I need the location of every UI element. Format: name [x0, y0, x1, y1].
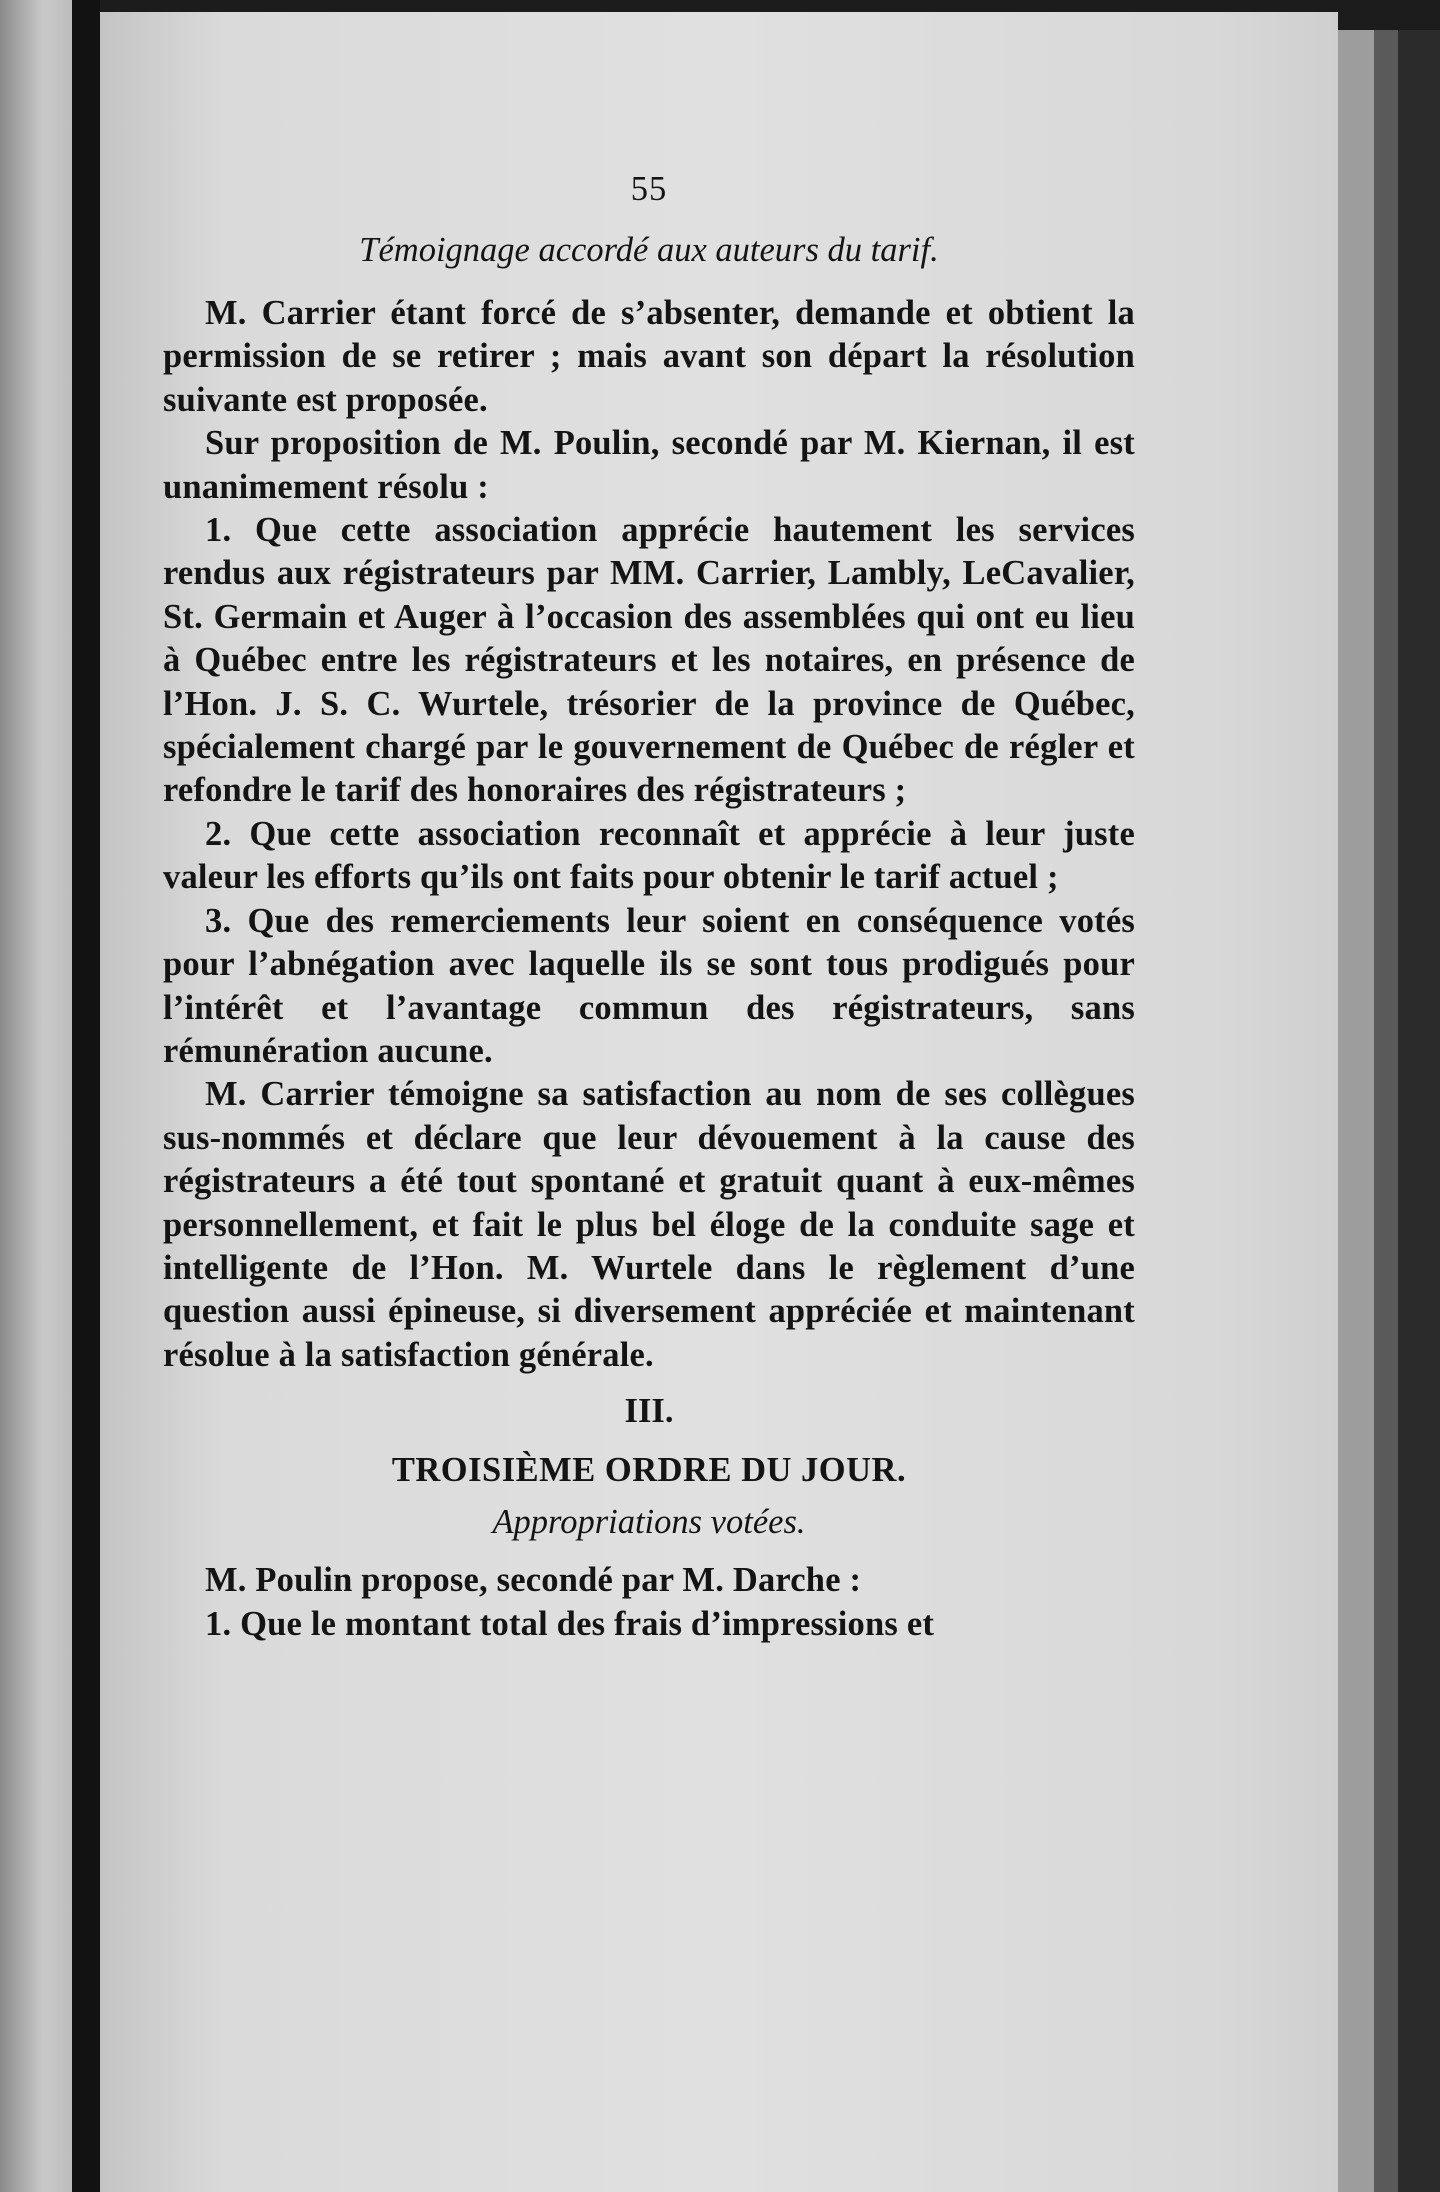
book-gutter	[72, 0, 100, 2192]
previous-page-edge	[0, 0, 72, 2192]
page-stack-edge	[1338, 30, 1374, 2192]
section-subheading: Appropriations votées.	[492, 1503, 806, 1542]
page-number: 55	[630, 170, 668, 208]
section-number: III.	[624, 1392, 674, 1431]
page-stack-shadow	[1374, 30, 1398, 2192]
section-title: Témoignage accordé aux auteurs du tarif.	[359, 231, 939, 269]
section-heading: TROISIÈME ORDRE DU JOUR.	[391, 1451, 907, 1490]
cover-edge	[1398, 30, 1440, 2192]
paragraph: Sur proposition de M. Poulin, secondé par M. Kiernan, il est unanimement résolu :	[163, 424, 1135, 506]
paragraph: 3. Que des remerciements leur soient en conséquence votés pour l’abnégation avec laquelle ils se sont tous prodigués pour l’intérêt et l’avantage commun des régistrateurs, sans rémunération aucune.	[163, 901, 1135, 1070]
paragraph: M. Carrier étant forcé de s’absenter, demande et obtient la permission de se retirer ; mais avant son départ la résolution suivante est proposée.	[163, 294, 1135, 419]
paragraph: 1. Que le montant total des frais d’impressions et	[205, 1604, 935, 1643]
paragraph: 1. Que cette association apprécie hautement les services rendus aux régistrateurs par MM. Carrier, Lambly, LeCavalier, St. Germain et Auger à l’occasion des assemblées qui ont eu lieu à Québec entre les régistrateurs et les notaires, en présence de l’Hon. J. S. C. Wurtele, trésorier de la province de Québec, spécialement chargé par le gouvernement de Québec de régler et refondre le tarif des honoraires des régistrateurs ;	[163, 511, 1135, 810]
page-text	[163, 170, 1135, 1646]
paragraph: 2. Que cette association reconnaît et apprécie à leur juste valeur les efforts qu’ils ont faits pour obtenir le tarif actuel ;	[163, 814, 1135, 897]
paragraph: M. Poulin propose, secondé par M. Darche :	[205, 1561, 862, 1600]
paragraph: M. Carrier témoigne sa satisfaction au nom de ses collègues sus-nommés et déclare que leur dévouement à la cause des régistrateurs a été tout spontané et gratuit quant à eux-mêmes personnellement, et fait le plus bel éloge de la conduite sage et intelligente de l’Hon. M. Wurtele dans le règlement d’une question aussi épineuse, si diversement appréciée et maintenant résolue à la satisfaction générale.	[163, 1075, 1135, 1374]
